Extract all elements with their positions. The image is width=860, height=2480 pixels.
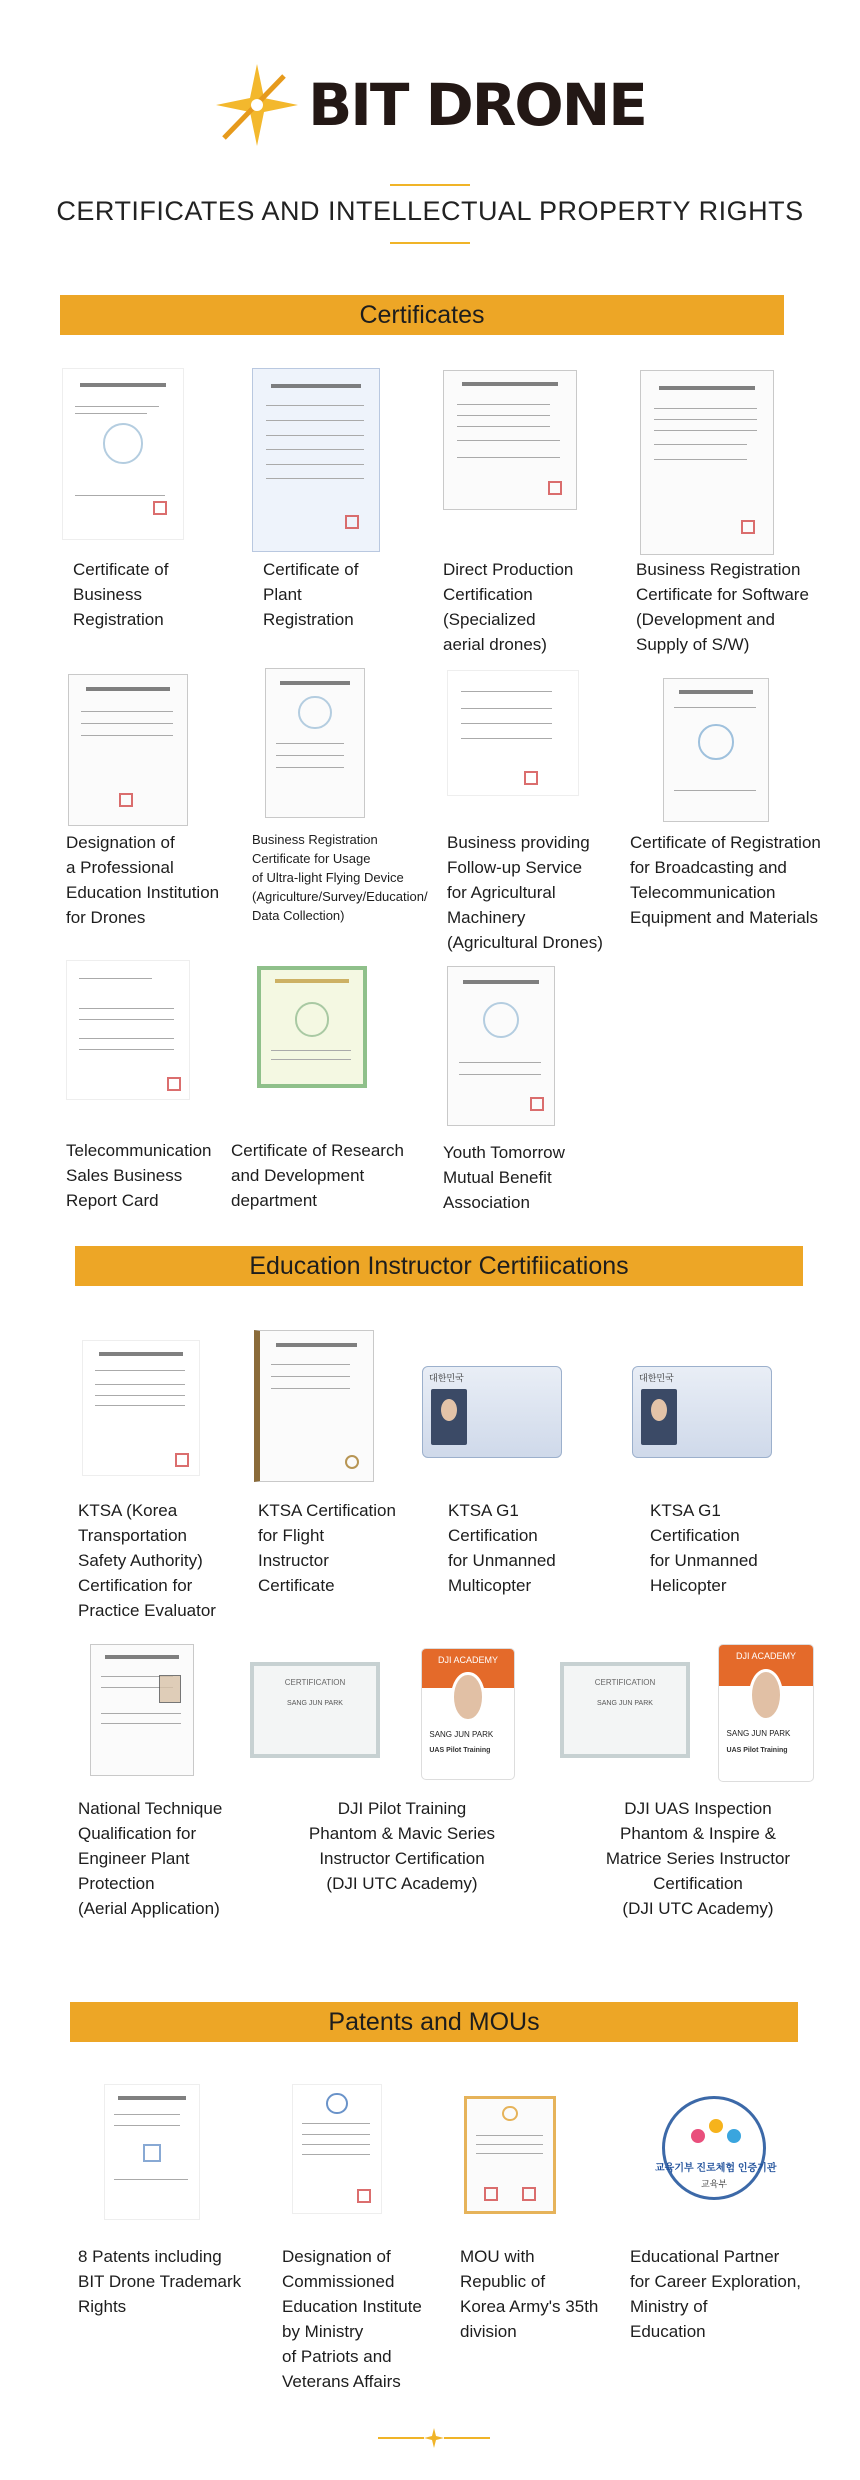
badge-brand: DJI ACADEMY [422,1649,514,1688]
certificate-caption: Business Registration Certificate for Usage of Ultra-light Flying Device (Agriculture/Survey/Education/ Data Collection) [252,832,428,923]
badge-name: SANG JUN PARK [429,1729,494,1739]
certificate-image [464,2096,556,2214]
certificate-caption: Telecommunication Sales Business Report Card [66,1141,212,1210]
certificate-caption: Direct Production Certification (Specialized aerial drones) [443,560,574,654]
certificate-name: SANG JUN PARK [287,1700,343,1707]
certificate-caption: Designation of Commissioned Education Institute by Ministry of Patriots and Veterans Affairs [282,2247,422,2391]
id-card-title: 대한민국 [639,1373,674,1383]
partner-label: 교육기부 진로체험 인증기관 [655,2163,777,2174]
certificate-caption: Business Registration Certificate for Software (Development and Supply of S/W) [636,560,809,654]
certificate-caption: Designation of a Professional Education Institution for Drones [66,833,220,927]
badge-image [421,1648,515,1780]
certificate-image [640,370,774,555]
brand-logo [0,62,860,148]
certificate-caption: Business providing Follow-up Service for Agricultural Machinery (Agricultural Drones) [447,833,603,952]
certificate-caption: Certificate of Business Registration [73,560,169,629]
badge-course: UAS Pilot Training [429,1746,491,1754]
footer-divider-right [444,2437,490,2439]
certificate-caption: KTSA (Korea Transportation Safety Authority) Certification for Practice Evaluator [78,1501,216,1620]
certificate-caption: DJI UAS Inspection Phantom & Inspire & Matrice Series Instructor Certification (DJI UTC Academy) [605,1799,791,1918]
certificate-image [90,1644,194,1776]
certificate-image [443,370,577,510]
star-logo-icon [214,62,300,148]
certificate-image [292,2084,382,2214]
section-banner-certificates: Certificates [60,295,784,335]
certificate-image [447,670,579,796]
certificate-caption: Certificate of Research and Development department [231,1141,404,1210]
certificate-image [663,678,769,822]
certificate-heading: CERTIFICATION [594,1678,656,1687]
certificate-caption: Certificate of Plant Registration [263,560,359,629]
certificate-image [66,960,190,1100]
certificate-caption: MOU with Republic of Korea Army's 35th division [460,2247,599,2341]
section-banner-education: Education Instructor Certifiications [75,1246,803,1286]
certificate-caption: Youth Tomorrow Mutual Benefit Association [443,1143,565,1212]
certificate-image [265,668,365,818]
id-card-title: 대한민국 [429,1373,464,1383]
certificate-caption: Educational Partner for Career Exploration, Ministry of Education [630,2247,802,2341]
brand-name: BIT DRONE [308,71,646,139]
certificate-caption: 8 Patents including BIT Drone Trademark Rights [78,2247,242,2316]
badge-course: UAS Pilot Training [726,1747,788,1754]
badge-name: SANG JUN PARK [726,1729,791,1739]
footer-star-icon [424,2428,444,2448]
career-partner-emblem [655,2096,777,2200]
certificate-caption: Certificate of Registration for Broadcasting and Telecommunication Equipment and Materials [630,833,821,927]
id-card-image [632,1366,772,1458]
certificate-name: SANG JUN PARK [597,1700,653,1707]
ministry-label: 교육부 [700,2179,728,2189]
badge-brand: DJI ACADEMY [719,1645,813,1686]
certificate-caption: National Technique Qualification for Engineer Plant Protection (Aerial Application) [78,1799,223,1918]
certificate-image [250,1662,380,1758]
certificate-caption: KTSA Certification for Flight Instructor Certificate [258,1501,396,1595]
badge-image [718,1644,814,1782]
page-title: CERTIFICATES AND INTELLECTUAL PROPERTY RIGHTS [56,196,804,226]
certificate-caption: KTSA G1 Certification for Unmanned Helicopter [650,1501,758,1595]
certificate-caption: KTSA G1 Certification for Unmanned Multicopter [448,1501,556,1595]
certificate-image [560,1662,690,1758]
section-banner-patents: Patents and MOUs [70,2002,798,2042]
id-card-image [422,1366,562,1458]
certificate-image [252,368,380,552]
certificate-image [68,674,188,826]
certificate-image [62,368,184,540]
certificate-heading: CERTIFICATION [284,1678,346,1687]
title-bottom-divider [390,242,470,244]
footer-divider-left [378,2437,424,2439]
certificate-image [447,966,555,1126]
certificate-image [254,1330,374,1482]
partner-figures-icon [691,2119,741,2153]
title-top-divider [390,184,470,186]
certificate-image [257,966,367,1088]
certificate-caption: DJI Pilot Training Phantom & Mavic Series Instructor Certification (DJI UTC Academy) [308,1799,496,1893]
certificate-image [82,1340,200,1476]
certificate-image [104,2084,200,2220]
